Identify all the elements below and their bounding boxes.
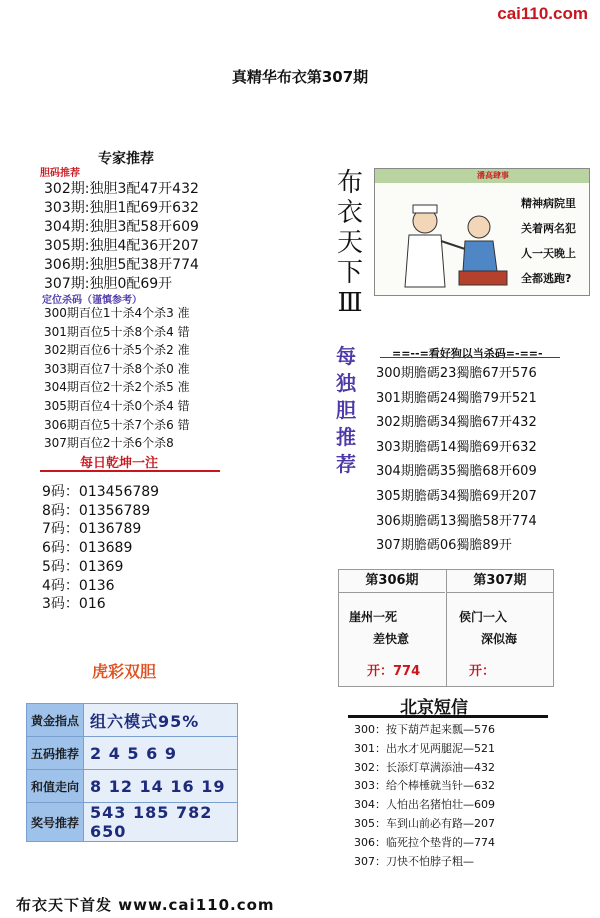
- table-value: 8 12 14 16 19: [84, 770, 238, 803]
- brand-char: 下: [336, 258, 363, 288]
- caption-line: 精神病院里: [521, 197, 576, 210]
- list-item: 3码：016: [42, 596, 106, 613]
- list-item: 305：车到山前必有路—207: [354, 816, 495, 830]
- list-item: 307：刀快不怕脖子粗—: [354, 854, 474, 868]
- table-row: [27, 770, 238, 803]
- daily-heading: [40, 452, 220, 472]
- list-item: 303期百位7十杀8个杀0 准: [44, 361, 190, 376]
- list-item: 305期百位4十杀0个杀4 错: [44, 398, 190, 413]
- list-item: 5码：01369: [42, 558, 124, 575]
- site-logo[interactable]: cai110.com: [497, 4, 588, 23]
- list-item: 306期膽碼13獨膽58开774: [376, 513, 537, 529]
- list-item: 8码：01356789: [42, 502, 151, 519]
- vertical-char: 每: [336, 344, 356, 368]
- list-item: 303：给个棒棰就当针—632: [354, 779, 495, 793]
- daily-heading-label: 每日乾坤一注: [80, 456, 159, 471]
- list-item: 302期百位6十杀5个杀2 准: [44, 343, 190, 358]
- list-item: 300：按下葫芦起来瓢—576: [354, 723, 495, 736]
- list-item: 304期:独胆3配58开609: [44, 219, 199, 235]
- list-item: 300期膽碼23獨膽67开576: [376, 366, 537, 381]
- caption-line: 人一天晚上: [521, 247, 576, 260]
- vertical-char: 推: [336, 425, 356, 449]
- table-label: 五码推荐: [27, 737, 84, 770]
- caption-line: 全都逃跑?: [521, 272, 572, 285]
- expert-subheading: 胆码推荐: [40, 168, 80, 179]
- comic-caption: [521, 191, 585, 291]
- solo-list: [376, 362, 537, 559]
- expert-list: [44, 180, 199, 294]
- table-label: 和值走向: [27, 770, 84, 803]
- table-value: 组六模式95%: [84, 704, 238, 737]
- list-item: 304：人怕出名猪怕壮—609: [354, 798, 495, 812]
- period-left-line: 崖州一死: [349, 610, 398, 624]
- code-list: [42, 483, 159, 614]
- brand-char: 衣: [336, 198, 363, 228]
- list-item: 302期:独胆3配47开432: [44, 181, 199, 197]
- list-item: 302期膽碼34獨膽67开432: [376, 415, 537, 431]
- list-item: 6码：013689: [42, 540, 133, 557]
- list-item: 4码：0136: [42, 577, 115, 594]
- period-left-open: 开：774: [367, 664, 421, 679]
- beijing-heading: 北京短信: [400, 698, 468, 718]
- caption-line: 关着两名犯: [521, 222, 576, 235]
- beijing-list: [354, 721, 495, 871]
- kill-subheading: 定位杀码（谨慎参考）: [42, 295, 142, 306]
- tiger-heading: 虎彩双胆: [92, 662, 157, 681]
- list-item: 303期:独胆1配69开632: [44, 200, 199, 216]
- list-item: 301：出水才见两腿泥—521: [354, 741, 495, 755]
- list-item: 306：临死拉个垫背的—774: [354, 835, 495, 849]
- list-item: 304期百位2十杀2个杀5 准: [44, 380, 190, 395]
- list-item: 302：长添灯草满添油—432: [354, 760, 495, 774]
- gold-table: [26, 703, 238, 842]
- doctor-patient-illustration: [393, 191, 515, 291]
- period-left-line: 差快意: [373, 632, 410, 646]
- list-item: 307期百位2十杀6个杀8: [44, 436, 174, 451]
- table-label: 奖号推荐: [27, 803, 84, 842]
- table-value: 2 4 5 6 9: [84, 737, 238, 770]
- solo-heading: ==--=看好狗以当杀码=-==-: [392, 347, 543, 360]
- list-item: 303期膽碼14獨膽69开632: [376, 439, 537, 455]
- list-item: 301期百位5十杀8个杀4 错: [44, 324, 190, 339]
- brand-char: 布: [336, 168, 363, 198]
- list-item: 305期膽碼34獨膽69开207: [376, 488, 537, 504]
- brand-char: Ⅲ: [337, 288, 363, 318]
- divider: [348, 715, 548, 718]
- list-item: 307期膽碼06獨膽89开: [376, 538, 512, 554]
- table-row: [27, 803, 238, 842]
- brand-char: 天: [336, 228, 363, 258]
- list-item: 304期膽碼35獨膽68开609: [376, 464, 537, 480]
- list-item: 307期:独胆0配69开: [44, 276, 173, 292]
- list-item: 306期百位5十杀7个杀6 错: [44, 417, 190, 432]
- period-right-line: 深似海: [481, 632, 518, 646]
- list-item: 305期:独胆4配36开207: [44, 238, 199, 254]
- page-title: 真精华布衣第307期: [231, 68, 369, 86]
- brand-vertical: [332, 168, 368, 318]
- divider: [446, 570, 447, 686]
- divider: [380, 357, 560, 358]
- vertical-char: 荐: [336, 452, 356, 476]
- period-right-head: 第307期: [447, 570, 553, 593]
- table-label: 黄金指点: [27, 704, 84, 737]
- list-item: 300期百位1十杀4个杀3 准: [44, 306, 190, 320]
- footer-text: 布衣天下首发 www.cai110.com: [16, 896, 275, 914]
- table-value: 543 185 782 650: [84, 803, 238, 842]
- list-item: 9码：013456789: [42, 484, 160, 500]
- vertical-char: 独: [336, 371, 356, 395]
- list-item: 306期:独胆5配38开774: [44, 257, 199, 273]
- period-right-line: 侯门一入: [459, 610, 508, 624]
- comic-panel: [374, 168, 590, 296]
- list-item: 7码：0136789: [42, 521, 142, 538]
- vertical-char: 胆: [336, 398, 356, 422]
- comic-tag: 潘高肆事: [477, 171, 509, 180]
- period-left-head: 第306期: [339, 570, 445, 593]
- expert-heading: 专家推荐: [98, 151, 154, 167]
- solo-vertical-heading: [334, 343, 358, 478]
- period-right-open: 开：: [469, 664, 496, 679]
- period-box: [338, 569, 554, 687]
- list-item: 301期膽碼24獨膽79开521: [376, 390, 537, 406]
- table-row: [27, 737, 238, 770]
- kill-list: [44, 304, 190, 453]
- table-row: [27, 704, 238, 737]
